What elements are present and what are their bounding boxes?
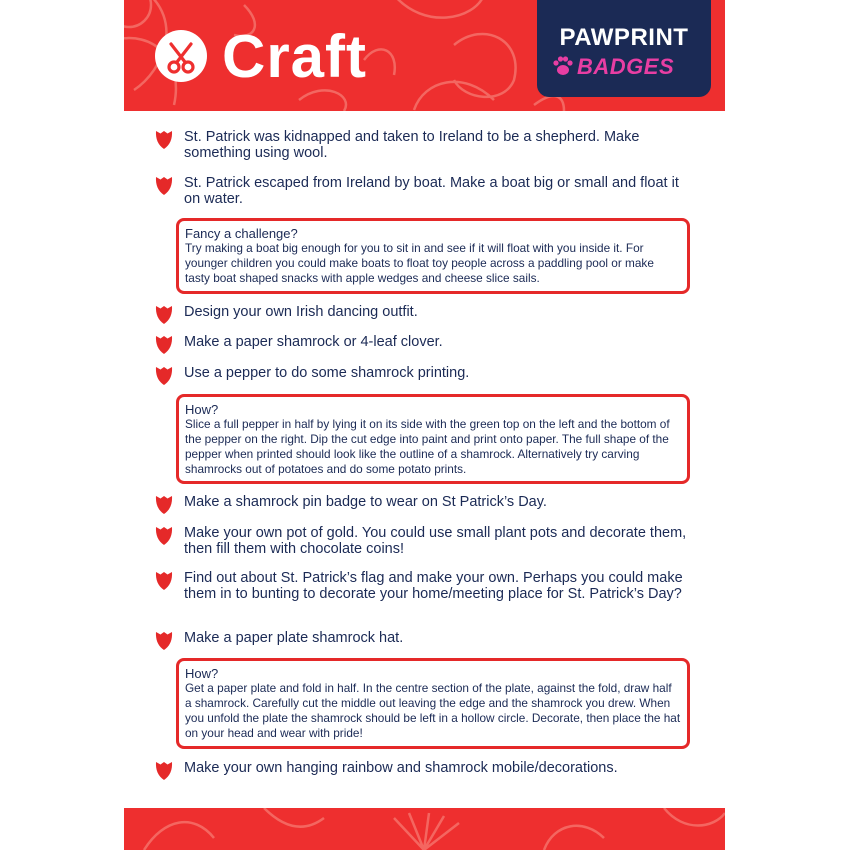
shield-bullet-icon (154, 495, 174, 515)
pawprint-badges-logo (537, 0, 711, 97)
box-body: Try making a boat big enough for you to sit in and see if it will float with you inside it. For younger children you could make boats to float toy people across a paddling pool or make tasty boat shaped snacks with apple wedges and cheese slice sails. (185, 241, 654, 285)
header-banner (124, 0, 725, 111)
shield-bullet-icon (154, 526, 174, 546)
scissors-icon (155, 30, 207, 82)
box-title: How? (185, 402, 219, 417)
page-title: Craft (222, 23, 368, 90)
shield-bullet-icon (154, 305, 174, 325)
shield-bullet-icon (154, 631, 174, 651)
craft-page: Craft PAWPRINT BADGES St. Patrick was kidnapped and taken to Ireland to be a shepherd. Make something using wool. St. Patrick escaped from Ireland by boat. Make a boat big or small and float it on water. Fancy a challenge? Try making a boat big enough for you to sit in and see if it will float with you inside it. For younger children you could make boats to float toy people across a paddling pool or make tasty boat shaped snacks with apple wedges and cheese slice sails. Design your own Irish dancing outfit. Make a paper shamrock or 4-leaf clover. Use a pepper to do some shamrock printing. How? Slice a full pepper in half by lying it on its side with the green top on the left and the bottom of the pepper on the right. Dip the cut edge into paint and print onto paper. The full shape of the pepper when printed should look like the outline of a shamrock. Alternatively try carving shamrocks out of potatoes and do some potato prints. Make a shamrock pin badge to wear on St Patrick’s Day. Make your own pot of gold. You could use small plant pots and decorate them, then fill them with chocolate coins! Find out about St. Patrick’s flag and make your own. Perhaps you could make them in to bunting to decorate your home/meeting place for St. Patrick’s Day? Make a paper plate shamrock hat. How? Get a paper plate and fold in half. In the centre section of the plate, against the fold, draw half a shamrock. Carefully cut the middle out leaving the edge and the shamrock you drew. When you unfold the plate the shamrock should be left in a hollow circle. Decorate, then place the hat on your head and wear with pride! Make your own hanging rainbow and shamrock mobile/decorations. (124, 0, 725, 850)
logo-top-text: PAWPRINT (559, 24, 689, 51)
box-title: Fancy a challenge? (185, 226, 298, 241)
how-box (176, 394, 690, 484)
shield-bullet-icon (154, 366, 174, 386)
shield-bullet-icon (154, 335, 174, 355)
footer-banner (124, 808, 725, 850)
shield-bullet-icon (154, 176, 174, 196)
box-title: How? (185, 666, 219, 681)
shield-bullet-icon (154, 761, 174, 781)
how-box (176, 658, 690, 749)
floral-pattern-decoration (124, 808, 725, 850)
box-body: Get a paper plate and fold in half. In the centre section of the plate, against the fold, draw half a shamrock. Carefully cut the middle out leaving the edge and the shamrock you drew. When you unfold the plate the shamrock should be left in a hollow circle. Decorate, then place the hat on your head and wear with pride! (185, 681, 681, 740)
paw-icon (551, 54, 575, 78)
challenge-box (176, 218, 690, 294)
box-body: Slice a full pepper in half by lying it on its side with the green top on the left and the bottom of the pepper on the right. Dip the cut edge into paint and print onto paper. The full shape of the pepper when printed should look like the outline of a shamrock. Alternatively try carving shamrocks out of potatoes and do some potato prints. (185, 417, 670, 476)
shield-bullet-icon (154, 571, 174, 591)
scissors-badge (155, 30, 207, 82)
shield-bullet-icon (154, 130, 174, 150)
logo-bottom-text: BADGES (577, 54, 675, 79)
